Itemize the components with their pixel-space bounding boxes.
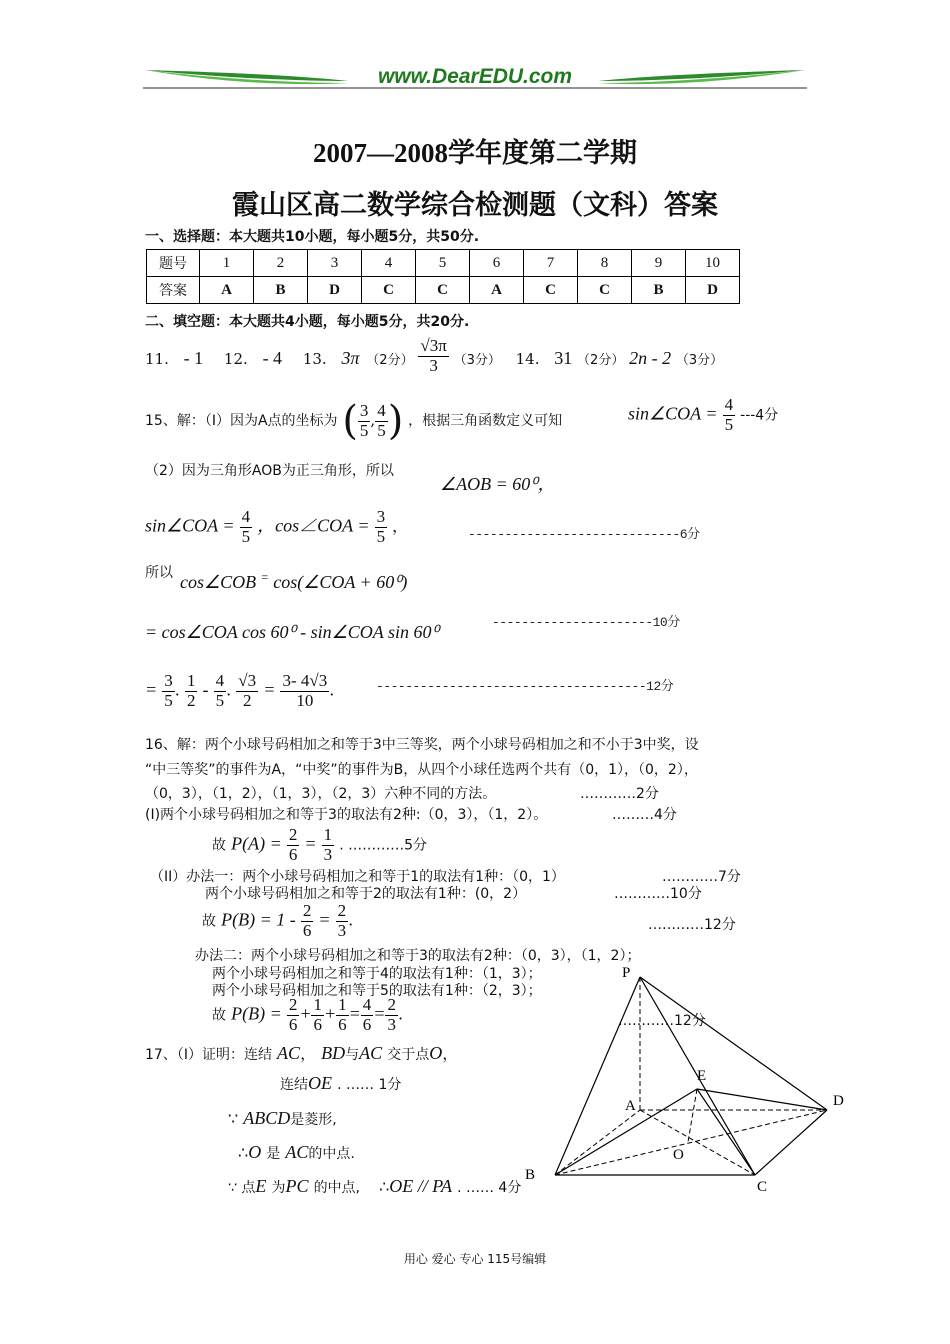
edge-BD bbox=[555, 1110, 827, 1175]
title-line-2: 霞山区高二数学综合检测题（文科）答案 bbox=[232, 190, 718, 220]
pyramid-figure bbox=[515, 955, 855, 1200]
q17-line-3: ∵ ABCD是菱形, bbox=[228, 1108, 337, 1128]
label-D: D bbox=[833, 1093, 844, 1109]
edge-PB bbox=[555, 977, 640, 1175]
section1-heading: 一、选择题：本大题共10小题，每小题5分，共50分. bbox=[145, 229, 480, 245]
edge-EO bbox=[688, 1089, 697, 1142]
label-O: O bbox=[673, 1147, 684, 1163]
q16-line-1: 16、解：两个小球号码相加之和等于3中三等奖，两个小球号码相加之和不小于3中奖，设 bbox=[145, 737, 699, 753]
q16-line-11: 两个小球号码相加之和等于5的取法有1种：（2，3）； bbox=[212, 983, 542, 999]
q16-line-10: 两个小球号码相加之和等于4的取法有1种：（1，3）； bbox=[212, 966, 542, 982]
q15-line-6: = $\frac{3}{5}$ . $\frac{1}{2}$ - $\frac{4}{5}$ . $\frac{√3}{2}$ = $\frac{3- 4√3}{10}$ . bbox=[145, 671, 335, 710]
q15-cos-cob: cos∠COB = cos(∠COA + 60⁰) bbox=[180, 570, 408, 592]
label-B: B bbox=[525, 1167, 536, 1183]
section2-heading: 二、填空题：本大题共4小题，每小题5分，共20分. bbox=[145, 314, 470, 330]
q16-score-12a: …………12分 bbox=[648, 917, 736, 933]
q16-score-2: …………2分 bbox=[580, 786, 659, 802]
q15-line-1: 15、解：（Ⅰ）因为A点的坐标为 ( $\frac{3}{5}$ , $\frac{4}{5}$ ) ，根据三角函数定义可知 bbox=[145, 398, 563, 444]
q16-line-9: 办法二：两个小球号码相加之和等于3的取法有2种：（0，3），（1，2）； bbox=[195, 948, 641, 964]
q16-score-12b: …………12分 bbox=[618, 1013, 706, 1029]
q16-line-5: 故 P(A) = $\frac{2}{6}$ = $\frac{1}{3}$ . …………5分 bbox=[212, 825, 428, 864]
q17-line-1: 17、（Ⅰ）证明：连结 AC， BD与AC 交于点O， bbox=[145, 1043, 459, 1063]
table-row-numbers: 题号 1 2 3 4 5 6 7 8 9 10 bbox=[147, 250, 740, 277]
edge-PD bbox=[640, 977, 827, 1110]
label-A: A bbox=[625, 1098, 636, 1114]
edge-AC bbox=[640, 1110, 755, 1175]
edge-ED bbox=[697, 1089, 827, 1110]
row-header-number: 题号 bbox=[147, 250, 200, 277]
q16-line-8: 故 P(B) = 1 - $\frac{2}{6}$ = $\frac{2}{3}$ . bbox=[202, 901, 354, 940]
q16-line-6: （II）办法一：两个小球号码相加之和等于1的取法有1种：（0，1） bbox=[150, 869, 565, 885]
q16-score-7: …………7分 bbox=[662, 869, 741, 885]
q15-aob-formula: ∠AOB = 60⁰， bbox=[440, 474, 556, 494]
q15-line-2: （2）因为三角形AOB为正三角形，所以 bbox=[145, 463, 394, 479]
q15-expansion: = cos∠COA cos 60⁰ - sin∠COA sin 60⁰ bbox=[145, 622, 439, 642]
logo-text: www.DearEDU.com bbox=[377, 65, 573, 88]
q16-line-2: “中三等奖”的事件为A，“中奖”的事件为B，从四个小球任选两个共有（0，1），（0，2）， bbox=[145, 762, 698, 778]
label-P: P bbox=[622, 965, 631, 981]
edge-EC bbox=[697, 1089, 755, 1175]
answer-table bbox=[146, 249, 740, 304]
label-E: E bbox=[697, 1068, 707, 1084]
q16-score-4: ………4分 bbox=[612, 807, 677, 823]
header-logo bbox=[143, 63, 807, 93]
table-row-answers: 答案 A B D C C A C C B D bbox=[147, 277, 740, 304]
q15-score-10: ----------------------10分 bbox=[492, 615, 680, 630]
fill-answers-line: 11. - 1 12. - 4 13. 3π （2分） $\frac{√3\pi}{3}$ （3分） 14. 31 （2分） 2n - 2 （3分） bbox=[145, 336, 724, 375]
q17-line-4: ∴O 是 AC的中点. bbox=[238, 1142, 355, 1162]
q15-score-12: -------------------------------------12分 bbox=[376, 679, 674, 694]
edge-CD bbox=[755, 1110, 827, 1175]
q17-line-2: 连结OE . …… 1分 bbox=[280, 1073, 402, 1093]
q15-line-3: sin∠COA = $\frac{4}{5}$ ，cos∠COA = $\frac{3}{5}$ ， bbox=[145, 507, 409, 546]
q16-line-12: 故 P(B) = $\frac{2}{6}$ + $\frac{1}{6}$ + $\frac{1}{6}$ = $\frac{4}{6}$ = $\frac{2}{3}$ . bbox=[212, 995, 404, 1034]
q16-line-7: 两个小球号码相加之和等于2的取法有1种：(0，2） bbox=[205, 886, 527, 902]
footer-text: 用心 爱心 专心 115号编辑 bbox=[403, 1252, 547, 1266]
q17-line-5: ∵ 点E 为PC 的中点, ∴OE // PA . …… 4分 bbox=[228, 1176, 522, 1196]
q16-line-3: （0，3），（1，2），（1，3），（2，3）六种不同的方法。 bbox=[145, 786, 497, 802]
q16-score-10: …………10分 bbox=[614, 886, 702, 902]
q15-line-4-prefix: 所以 bbox=[145, 565, 173, 581]
label-C: C bbox=[757, 1179, 768, 1195]
title-line-1: 2007—2008学年度第二学期 bbox=[313, 138, 637, 168]
q15-sin-coa: sin∠COA = $\frac{4}{5}$ ---4分 bbox=[628, 395, 779, 434]
q15-score-6: -----------------------------6分 bbox=[468, 527, 700, 542]
q16-line-4: (Ⅰ)两个小球号码相加之和等于3的取法有2种:（0，3），（1，2）。 bbox=[145, 807, 548, 823]
row-header-answer: 答案 bbox=[147, 277, 200, 304]
